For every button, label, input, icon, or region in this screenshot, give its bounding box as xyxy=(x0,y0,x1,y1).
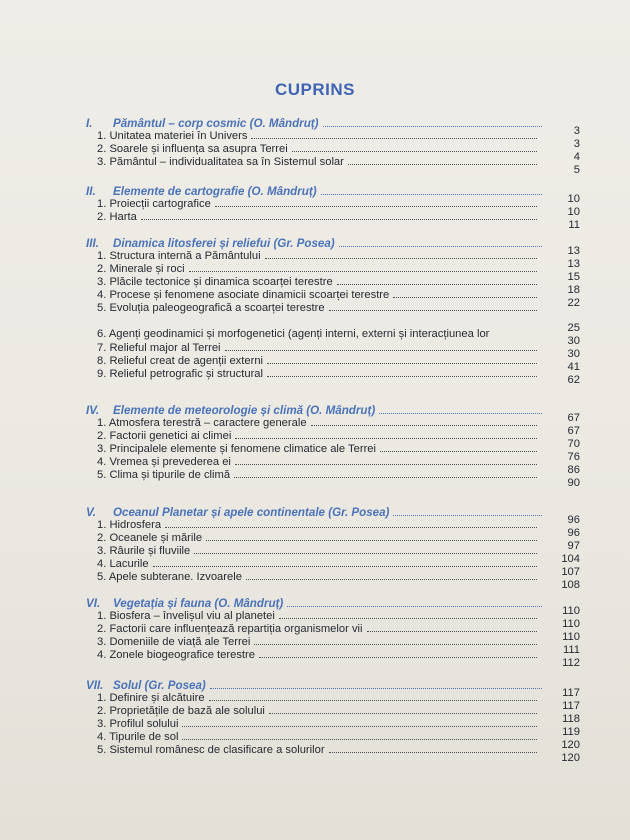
toc-entry xyxy=(97,647,541,661)
toc-entry xyxy=(97,287,541,301)
dot-leader xyxy=(393,515,542,516)
page-number: 111 xyxy=(562,644,580,656)
dot-leader xyxy=(210,688,542,689)
page-number: 117 xyxy=(562,687,580,699)
page-number: 107 xyxy=(561,566,580,578)
entry-title: 2. Harta xyxy=(97,211,137,224)
entry-title: 5. Apele subterane. Izvoarele xyxy=(97,571,242,584)
page-title: CUPRINS xyxy=(274,80,355,99)
dot-leader xyxy=(311,425,537,426)
chapter-number: V. xyxy=(86,506,96,519)
toc-entry xyxy=(97,441,541,455)
page-number: 13 xyxy=(567,258,580,270)
toc-entry xyxy=(97,209,541,223)
toc-entry xyxy=(97,621,541,635)
page-number: 118 xyxy=(562,713,580,725)
dot-leader xyxy=(379,413,542,414)
page-number: 96 xyxy=(567,527,580,539)
page-number: 76 xyxy=(567,451,580,463)
dot-leader xyxy=(321,194,542,195)
chapter-number: VI. xyxy=(86,597,101,610)
entry-title: 1. Unitatea materiei în Univers xyxy=(97,130,248,143)
toc-entry xyxy=(97,608,541,622)
dot-leader xyxy=(279,618,537,619)
dot-leader xyxy=(339,246,542,247)
page-number: 5 xyxy=(573,164,580,176)
page-number: 13 xyxy=(567,245,580,257)
page-number: 119 xyxy=(562,726,580,738)
entry-title: 4. Vremea și prevederea ei xyxy=(97,456,231,469)
toc-entry xyxy=(97,454,541,468)
entry-title: 4. Lacurile xyxy=(97,558,149,571)
dot-leader xyxy=(246,579,537,580)
dot-leader xyxy=(225,350,537,351)
dot-leader xyxy=(215,206,537,207)
entry-title: 5. Clima și tipurile de climă xyxy=(97,469,231,482)
page-number: 4 xyxy=(573,151,580,163)
page-number: 96 xyxy=(567,514,580,526)
entry-title: 1. Structura internă a Pământului xyxy=(97,250,261,263)
dot-leader xyxy=(254,644,537,645)
dot-leader xyxy=(367,631,537,632)
dot-leader xyxy=(267,363,537,364)
entry-title: 1. Atmosfera terestră – caractere generale xyxy=(97,417,307,430)
page-number: 25 xyxy=(567,322,580,335)
entry-title: 4. Procese și fenomene asociate dinamicii scoarței terestre xyxy=(97,289,390,302)
toc-entry xyxy=(97,729,541,743)
dot-leader xyxy=(329,752,537,753)
toc-entry xyxy=(97,742,541,756)
dot-leader xyxy=(165,527,537,528)
toc-entry xyxy=(97,634,541,648)
dot-leader xyxy=(269,713,537,714)
toc-entry xyxy=(97,530,541,544)
page-number: 3 xyxy=(573,138,580,150)
toc-entry xyxy=(97,703,541,717)
page-number: 18 xyxy=(567,284,580,296)
page-number: 67 xyxy=(567,412,580,424)
chapter-title: Elemente de meteorologie și climă (O. Mândruț) xyxy=(113,404,376,417)
page-number: 120 xyxy=(561,739,580,751)
toc-entry xyxy=(97,556,541,570)
entry-title: 2. Minerale și roci xyxy=(97,263,185,276)
dot-leader xyxy=(348,164,537,165)
page-number: 108 xyxy=(561,579,580,591)
toc-entry xyxy=(97,517,541,531)
chapter-number: VII. xyxy=(86,679,104,692)
toc-entry xyxy=(97,690,541,704)
entry-title: 9. Relieful petrografic și structural xyxy=(97,367,264,380)
page-number: 104 xyxy=(561,553,580,565)
dot-leader xyxy=(337,284,537,285)
page-number: 3 xyxy=(573,125,580,137)
toc-entry xyxy=(97,467,541,481)
entry-title: 2. Oceanele și mările xyxy=(97,532,203,545)
chapter-title: Oceanul Planetar și apele continentale (Gr. Posea) xyxy=(113,506,390,519)
entry-title: 5. Evoluția paleogeografică a scoarței terestre xyxy=(97,302,325,315)
dot-leader xyxy=(182,726,537,727)
toc-entry xyxy=(97,141,541,155)
toc-entry xyxy=(97,196,541,210)
dot-leader xyxy=(287,606,542,607)
chapter-number: IV. xyxy=(86,404,100,417)
toc-entry xyxy=(97,313,541,341)
dot-leader xyxy=(393,297,537,298)
dot-leader xyxy=(234,477,537,478)
entry-title: 6. Agenți geodinamici și morfogenetici (agenți interni, externi și interacțiunea lor xyxy=(97,328,490,341)
dot-leader xyxy=(380,451,537,452)
toc-entry xyxy=(97,543,541,557)
entry-title: 3. Pământul – individualitatea sa în Sistemul solar xyxy=(97,156,344,169)
toc-entry xyxy=(97,340,541,354)
dot-leader xyxy=(153,566,537,567)
page-number: 41 xyxy=(567,361,580,374)
entry-title: 2. Proprietățile de bază ale solului xyxy=(97,705,265,718)
page-number: 30 xyxy=(567,348,580,361)
toc-entry xyxy=(97,569,541,583)
page-number: 62 xyxy=(567,374,580,387)
chapter-number: I. xyxy=(86,117,93,130)
dot-leader xyxy=(235,464,537,465)
dot-leader xyxy=(194,553,537,554)
dot-leader xyxy=(267,376,537,377)
toc-entry xyxy=(97,248,541,262)
chapter-title: Vegetația și fauna (O. Mândruț) xyxy=(113,597,284,610)
page-number: 110 xyxy=(562,605,580,617)
page-number: 70 xyxy=(567,438,580,450)
toc-entry xyxy=(97,428,541,442)
page-number: 120 xyxy=(561,752,580,764)
page-number: 10 xyxy=(567,206,580,218)
dot-leader xyxy=(265,258,537,259)
page-number: 11 xyxy=(568,219,580,231)
dot-leader xyxy=(259,657,537,658)
chapter-number: III. xyxy=(86,237,99,250)
page-number: 67 xyxy=(567,425,580,437)
entry-title: 3. Râurile și fluviile xyxy=(97,545,191,558)
dot-leader xyxy=(235,438,537,439)
page-number: 117 xyxy=(562,700,580,712)
toc-entry xyxy=(97,154,541,168)
chapter-title: Dinamica litosferei și reliefui (Gr. Posea) xyxy=(113,237,335,250)
dot-leader xyxy=(189,271,537,272)
toc-entry xyxy=(97,716,541,730)
page-number: 110 xyxy=(562,618,580,630)
entry-title: 5. Sistemul românesc de clasificare a solurilor xyxy=(97,744,325,757)
page-number: 10 xyxy=(567,193,580,205)
page-number: 22 xyxy=(567,297,580,309)
entry-title: 3. Principalele elemente și fenomene climatice ale Terrei xyxy=(97,443,376,456)
chapter-title: Elemente de cartografie (O. Mândruț) xyxy=(113,185,317,198)
toc-entry xyxy=(97,274,541,288)
toc-entry xyxy=(97,353,541,367)
page-number: 30 xyxy=(567,335,580,348)
dot-leader xyxy=(206,540,537,541)
page-number: 97 xyxy=(567,540,580,552)
entry-title: 2. Soarele și influența sa asupra Terrei xyxy=(97,143,288,156)
entry-title: 3. Profilul solului xyxy=(97,718,179,731)
page-number: 90 xyxy=(567,477,580,489)
page-number: 110 xyxy=(562,631,580,643)
toc-entry xyxy=(97,300,541,314)
dot-leader xyxy=(251,138,537,139)
dot-leader xyxy=(209,700,537,701)
dot-leader xyxy=(329,310,537,311)
entry-title: 1. Proiecții cartografice xyxy=(97,198,211,211)
entry-title: 2. Factorii genetici ai climei xyxy=(97,430,232,443)
entry-title: 1. Definire și alcătuire xyxy=(97,692,205,705)
chapter-number: II. xyxy=(86,185,96,198)
toc-entry xyxy=(97,366,541,380)
toc-entry xyxy=(97,128,541,142)
entry-title: 1. Biosfera – învelișul viu al planetei xyxy=(97,610,275,623)
entry-title: 4. Tipurile de sol xyxy=(97,731,179,744)
chapter-title: Pământul – corp cosmic (O. Mândruț) xyxy=(113,117,319,130)
dot-leader xyxy=(141,219,537,220)
page-number: 86 xyxy=(567,464,580,476)
entry-title: 8. Relieful creat de agenții externi xyxy=(97,354,264,367)
dot-leader xyxy=(323,126,542,127)
entry-title: 2. Factorii care influențează repartiția organismelor vii xyxy=(97,623,363,636)
dot-leader xyxy=(182,739,537,740)
entry-title: 3. Domeniile de viață ale Terrei xyxy=(97,636,251,649)
entry-title: 7. Relieful major al Terrei xyxy=(97,341,221,354)
toc-entry xyxy=(97,261,541,275)
entry-title: 4. Zonele biogeografice terestre xyxy=(97,649,255,662)
dot-leader xyxy=(292,151,537,152)
entry-title: 1. Hidrosfera xyxy=(97,519,162,532)
entry-title: 3. Plăcile tectonice și dinamica scoarței terestre xyxy=(97,276,333,289)
toc-entry xyxy=(97,415,541,429)
chapter-title: Solul (Gr. Posea) xyxy=(113,679,206,692)
page-number: 112 xyxy=(562,657,580,669)
page-number: 15 xyxy=(567,271,580,283)
